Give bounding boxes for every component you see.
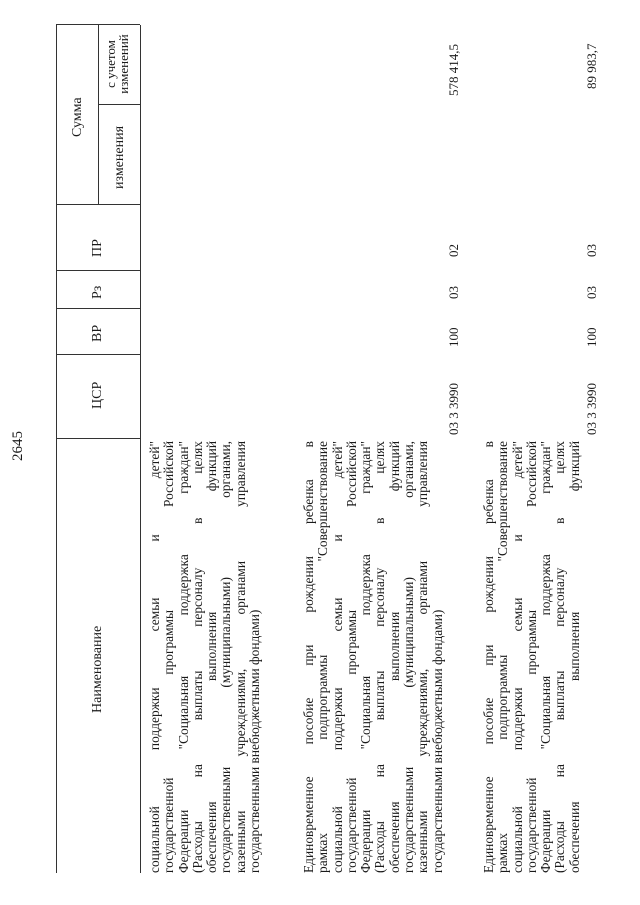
header-s-uchetom-izmeneniy: с учетом изменений — [103, 34, 131, 94]
header-rz: Рз — [90, 285, 105, 299]
header-izmeneniya: изменения — [112, 125, 127, 189]
col-divider-csr — [56, 354, 140, 355]
row-3-total: 89 983,7 — [584, 43, 599, 89]
row-2-csr: 03 3 3990 — [446, 383, 461, 435]
header-pr: ПР — [90, 239, 105, 257]
row-3-rz: 03 — [584, 286, 599, 299]
table-right-border — [56, 24, 140, 25]
row-2-rz: 03 — [446, 286, 461, 299]
row-3-csr: 03 3 3990 — [584, 383, 599, 435]
col-divider-vr — [56, 308, 140, 309]
page-number: 2645 — [10, 431, 26, 461]
table-row-3-description: Единовременное пособие при рождении ребенка в рамках подпрограммы "Совершенствование социальной поддержки семьи и детей" государственной программы Российской Федерации "Социальная поддержка граждан" (Расходы на выплаты персоналу в целях обеспечения выполнения функций — [481, 441, 582, 873]
table-row-1-description: социальной поддержки семьи и детей" государственной программы Российской Федерации "Социальная поддержка граждан" (Расходы на выплаты персоналу в целях обеспечения выполнения функций государственными (муниципальными) органами, казенными учреждениями, органами управления государственными внебюджетными фондами) — [147, 441, 263, 873]
col-divider-rz — [56, 270, 140, 271]
col-divider-pr — [56, 204, 140, 205]
header-vr: ВР — [90, 324, 105, 342]
col-divider-sum — [98, 104, 140, 105]
header-csr: ЦСР — [90, 381, 105, 409]
table-header-bottom-border — [140, 25, 141, 873]
table-top-border — [56, 25, 57, 873]
header-summa: Сумма — [70, 97, 85, 137]
row-3-pr: 03 — [584, 244, 599, 257]
sum-subheader-line — [98, 25, 99, 205]
table-row-2-description: Единовременное пособие при рождении ребенка в рамках подпрограммы "Совершенствование социальной поддержки семьи и детей" государственной программы Российской Федерации "Социальная поддержка граждан" (Расходы на выплаты персоналу в целях обеспечения выполнения функций государственными (муниципальными) органами, казенными учреждениями, органами управления государственными внебюджетными фондами) — [301, 441, 445, 873]
row-2-vr: 100 — [446, 327, 461, 347]
row-2-total: 578 414,5 — [446, 44, 461, 96]
row-2-pr: 02 — [446, 244, 461, 257]
header-naimenovanie: Наименование — [90, 625, 105, 713]
row-3-vr: 100 — [584, 327, 599, 347]
col-divider-name — [56, 438, 140, 439]
